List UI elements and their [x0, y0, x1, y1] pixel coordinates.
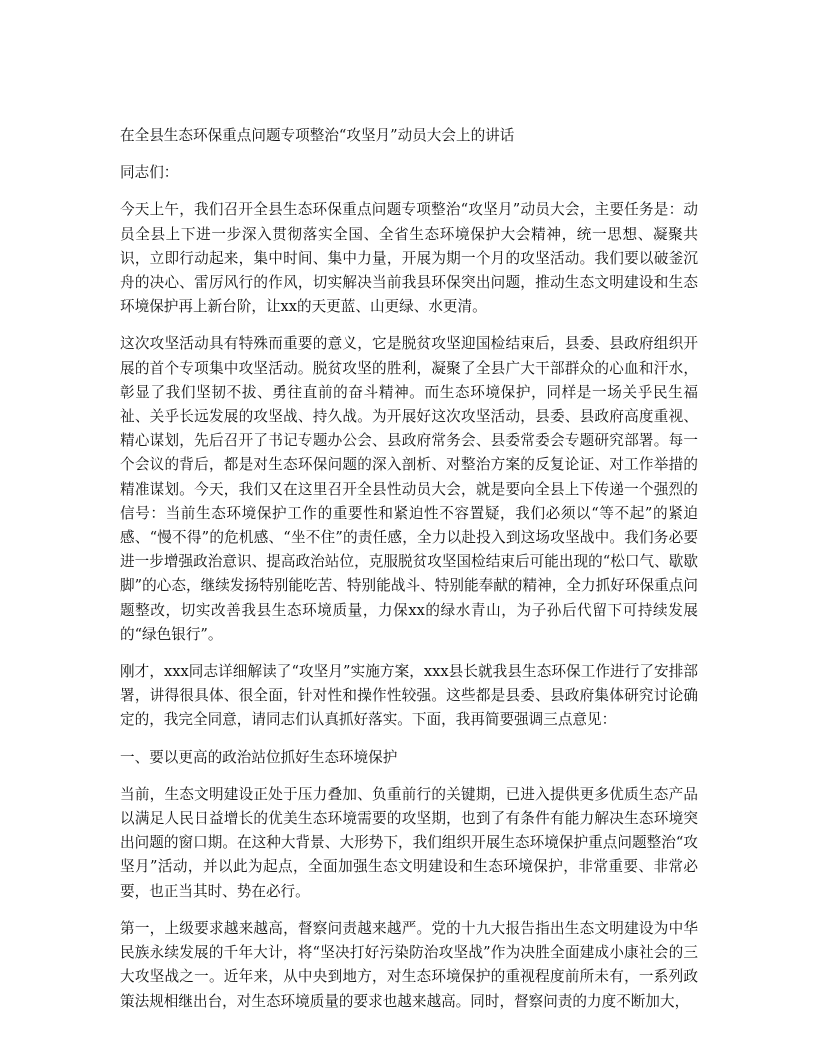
section-heading-1: 一、要以更高的政治站位抓好生态环境保护 [120, 748, 398, 766]
paragraph-agreement: 刚才，xxx同志详细解读了“攻坚月”实施方案，xxx县长就我县生态环保工作进行了安排部署，讲得很具体、很全面，针对性和操作性较强。这些都是县委、县政府集体研究讨论确定的，我完全同意，请同志们认真抓好落实。下面，我再简要强调三点意见： [120, 663, 698, 729]
document-title: 在全县生态环保重点问题专项整治“攻坚月”动员大会上的讲话 [120, 127, 515, 144]
paragraph-point-1: 第一，上级要求越来越高，督察问责越来越严。党的十九大报告指出生态文明建设为中华民族永续发展的千年大计，将“坚决打好污染防治攻坚战”作为决胜全面建成小康社会的三大攻坚战之一。近年来，从中央到地方，对生态环境保护的重视程度前所未有，一系列政策法规相继出台，对生态环境质量的要求也越来越高。同时，督察问责的力度不断加大， [120, 919, 698, 1010]
salutation: 同志们： [120, 164, 179, 182]
document-body [120, 124, 698, 1027]
paragraph-context: 当前，生态文明建设正处于压力叠加、负重前行的关键期，已进入提供更多优质生态产品以满足人民日益增长的优美生态环境需要的攻坚期，也到了有条件有能力解决生态环境突出问题的窗口期。在这种大背景、大形势下，我们组织开展生态环境保护重点问题整治“攻坚月”活动，并以此为起点，全面加强生态文明建设和生态环境保护，非常重要、非常必要，也正当其时、势在必行。 [120, 785, 698, 900]
paragraph-opening: 今天上午，我们召开全县生态环保重点问题专项整治“攻坚月”动员大会，主要任务是：动员全县上下进一步深入贯彻落实全国、全省生态环境保护大会精神，统一思想、凝聚共识，立即行动起来，集中时间、集中力量，开展为期一个月的攻坚活动。我们要以破釜沉舟的决心、雷厉风行的作风，切实解决当前我县环保突出问题，推动生态文明建设和生态环境保护再上新台阶，让xx的天更蓝、山更绿、水更清。 [120, 201, 698, 316]
paragraph-significance: 这次攻坚活动具有特殊而重要的意义，它是脱贫攻坚迎国检结束后，县委、县政府组织开展的首个专项集中攻坚活动。脱贫攻坚的胜利，凝聚了全县广大干部群众的心血和汗水，彰显了我们坚韧不拔、勇往直前的奋斗精神。而生态环境保护，同样是一场关乎民生福祉、关乎长远发展的攻坚战、持久战。为开展好这次攻坚活动，县委、县政府高度重视、精心谋划，先后召开了书记专题办公会、县政府常务会、县委常委会专题研究部署。每一个会议的背后，都是对生态环保问题的深入剖析、对整治方案的反复论证、对工作举措的精准谋划。今天，我们又在这里召开全县性动员大会，就是要向全县上下传递一个强烈的信号：当前生态环境保护工作的重要性和紧迫性不容置疑，我们必须以“等不起”的紧迫感、“慢不得”的危机感、“坐不住”的责任感，全力以赴投入到这场攻坚战中。我们务必要进一步增强政治意识、提高政治站位，克服脱贫攻坚国检结束后可能出现的“松口气、歇歇脚”的心态，继续发扬特别能吃苦、特别能战斗、特别能奉献的精神，全力抓好环保重点问题整改，切实改善我县生态环境质量，力保xx的绿水青山，为子孙后代留下可持续发展的“绿色银行”。 [120, 335, 698, 643]
